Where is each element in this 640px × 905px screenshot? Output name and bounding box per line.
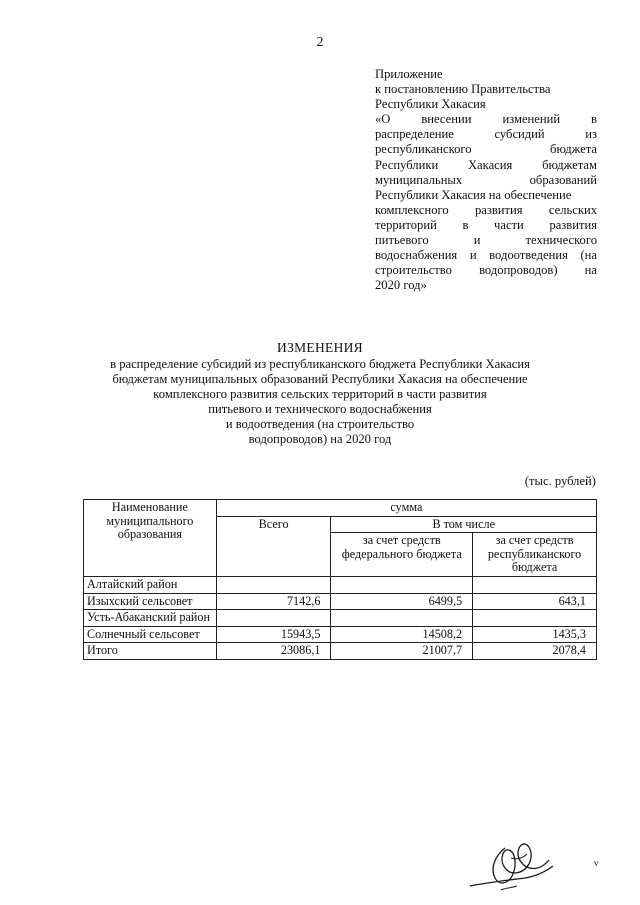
table-row bbox=[84, 610, 597, 627]
row-federal: 14508,2 bbox=[331, 626, 473, 643]
page-number: 2 bbox=[316, 35, 324, 50]
appendix-line: муниципальных образований bbox=[375, 172, 597, 187]
row-total: 23086,1 bbox=[216, 643, 331, 660]
header-sum: сумма bbox=[216, 500, 596, 517]
appendix-line: Республики Хакасия бюджетам bbox=[375, 157, 597, 172]
row-federal bbox=[331, 576, 473, 593]
appendix-line: 2020 год» bbox=[375, 278, 427, 293]
table-row bbox=[84, 593, 597, 610]
row-name: Усть-Абаканский район bbox=[84, 610, 217, 627]
row-total: 7142,6 bbox=[216, 593, 331, 610]
document-title: ИЗМЕНЕНИЯ bbox=[277, 340, 363, 355]
subtitle-line: в распределение субсидий из республиканского бюджета Республики Хакасия bbox=[110, 357, 530, 371]
appendix-line: территорий в части развития bbox=[375, 217, 597, 232]
row-republican bbox=[473, 576, 597, 593]
subtitle-line: бюджетам муниципальных образований Республики Хакасия на обеспечение bbox=[112, 372, 528, 387]
table-row-total bbox=[84, 643, 597, 660]
header-federal: за счет средств федерального бюджета bbox=[331, 533, 473, 577]
subtitle-line: питьевого и технического водоснабжения bbox=[208, 402, 432, 417]
appendix-line: к постановлению Правительства bbox=[375, 82, 551, 97]
subtitle-line: комплексного развития сельских территорий в части развития bbox=[153, 387, 487, 402]
row-republican bbox=[473, 610, 597, 627]
row-federal: 21007,7 bbox=[331, 643, 473, 660]
subtitle-line: водопроводов) на 2020 год bbox=[248, 432, 392, 447]
row-name: Солнечный сельсовет bbox=[84, 626, 217, 643]
document-subtitle bbox=[0, 357, 640, 448]
table-row bbox=[84, 576, 597, 593]
header-name: Наименование муниципального образования bbox=[84, 500, 217, 577]
scan-mark: v bbox=[594, 858, 599, 868]
row-republican: 643,1 bbox=[473, 593, 597, 610]
row-name: Изыхский сельсовет bbox=[84, 593, 217, 610]
row-total bbox=[216, 576, 331, 593]
appendix-line: Приложение bbox=[375, 67, 443, 81]
row-republican: 2078,4 bbox=[473, 643, 597, 660]
header-republican: за счет средств республиканского бюджета bbox=[473, 533, 597, 577]
row-republican: 1435,3 bbox=[473, 626, 597, 643]
appendix-line: питьевого и технического bbox=[375, 233, 597, 248]
subtitle-line: и водоотведения (на строительство bbox=[225, 417, 415, 432]
signature bbox=[465, 838, 560, 898]
row-name: Итого bbox=[84, 643, 217, 660]
header-including: В том числе bbox=[331, 516, 597, 533]
appendix-line: распределение субсидий из bbox=[375, 127, 597, 142]
subsidy-table bbox=[83, 499, 597, 660]
row-total: 15943,5 bbox=[216, 626, 331, 643]
appendix-line: водоснабжения и водоотведения (на bbox=[375, 248, 597, 263]
row-name: Алтайский район bbox=[84, 576, 217, 593]
header-total: Всего bbox=[216, 516, 331, 576]
appendix-line: Республики Хакасия на обеспечение bbox=[375, 187, 572, 202]
table-header-row bbox=[84, 500, 597, 517]
appendix-line: строительство водопроводов) на bbox=[375, 263, 597, 278]
appendix-line: Республики Хакасия bbox=[375, 97, 486, 112]
units-label: (тыс. рублей) bbox=[524, 474, 596, 488]
row-federal bbox=[331, 610, 473, 627]
appendix-header bbox=[375, 67, 597, 293]
table-row bbox=[84, 626, 597, 643]
appendix-line: «О внесении изменений в bbox=[375, 112, 597, 127]
row-total bbox=[216, 610, 331, 627]
row-federal: 6499,5 bbox=[331, 593, 473, 610]
appendix-line: комплексного развития сельских bbox=[375, 202, 597, 217]
appendix-line: республиканского бюджета bbox=[375, 142, 597, 157]
